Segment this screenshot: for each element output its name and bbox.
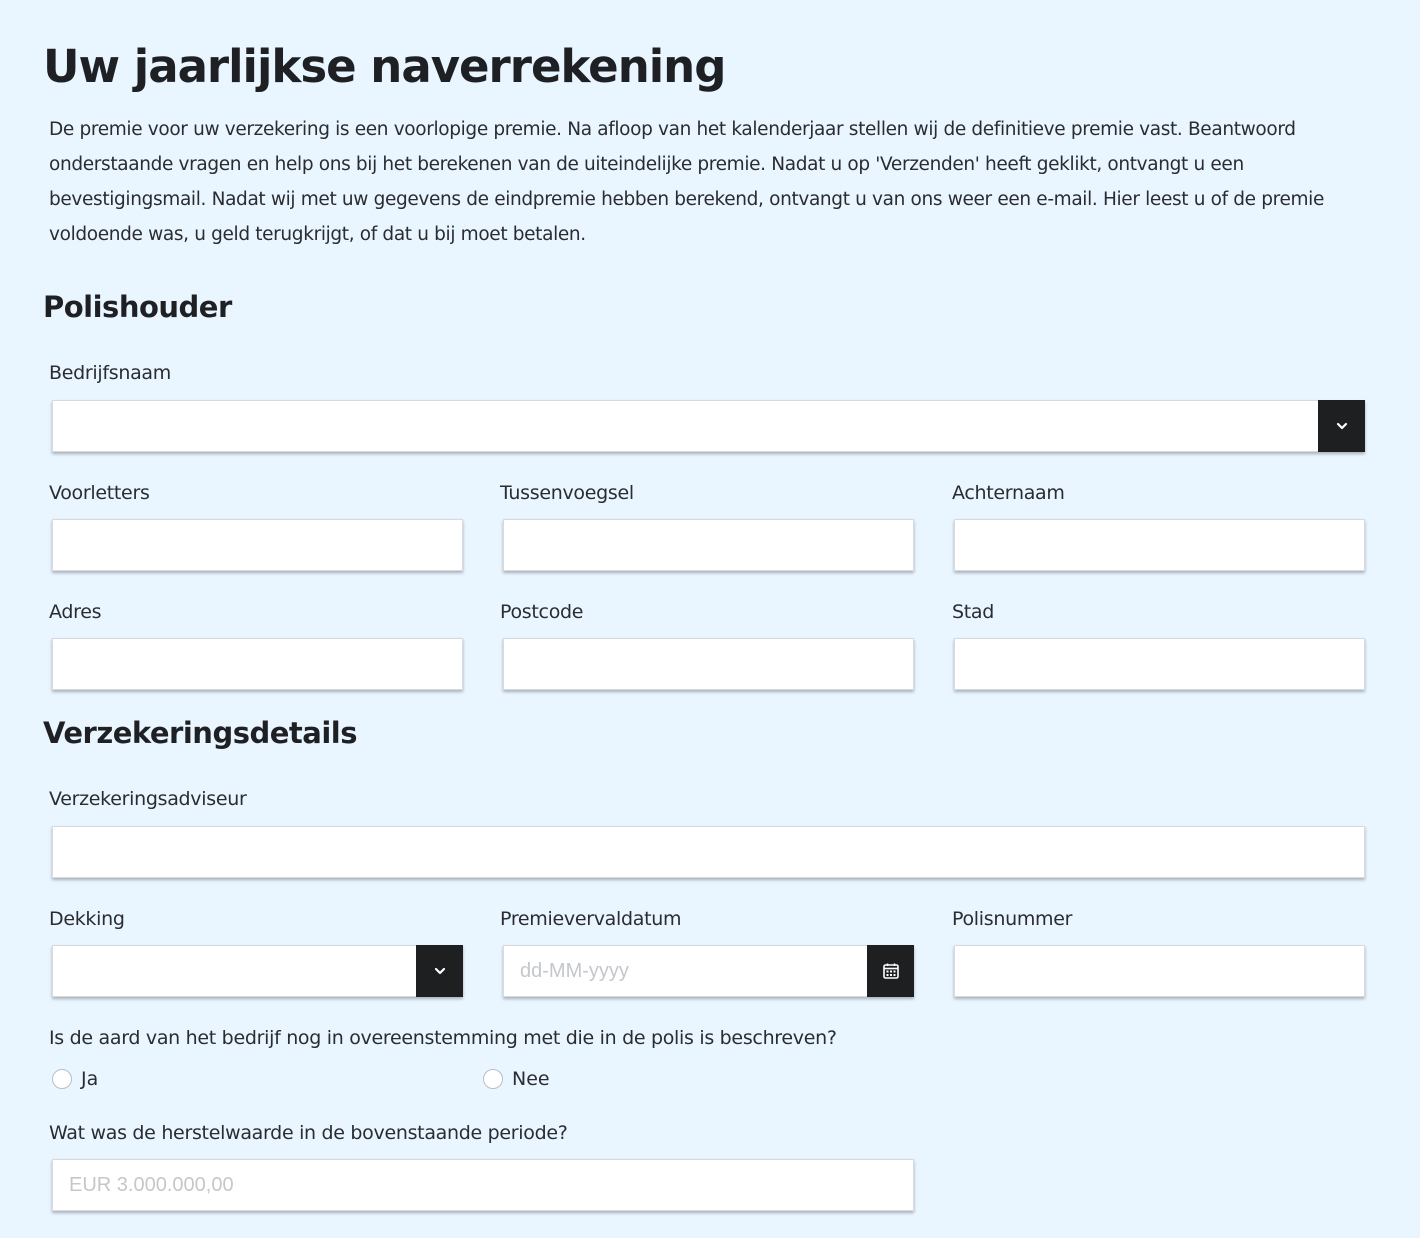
premievervaldatum-input[interactable]	[504, 946, 913, 996]
dekking-select[interactable]	[52, 945, 463, 997]
label-adres: Adres	[49, 601, 102, 623]
label-aard-vraag: Is de aard van het bedrijf nog in overeenstemming met die in de polis is beschreven?	[49, 1027, 837, 1049]
label-bedrijfsnaam: Bedrijfsnaam	[49, 362, 171, 384]
intro-text: De premie voor uw verzekering is een voorlopige premie. Na afloop van het kalenderjaar stellen wij de definitieve premie vast. Beantwoord onderstaande vragen en help ons bij het berekenen van de uiteindelijke premie. Nadat u op 'Verzenden' heeft geklikt, ontvangt u een bevestigingsmail. Nadat wij met uw gegevens de eindpremie hebben berekend, ontvangt u van ons weer een e-mail. Hier leest u of de premie voldoende was, u geld terugkrijgt, of dat u bij moet betalen.	[49, 119, 1324, 245]
label-polisnummer: Polisnummer	[952, 908, 1073, 930]
achternaam-input[interactable]	[955, 520, 1364, 570]
stad-field[interactable]	[954, 638, 1365, 690]
chevron-down-icon	[433, 964, 447, 978]
radio-button-ja[interactable]	[52, 1069, 72, 1089]
verzekeringsadviseur-field[interactable]	[52, 826, 1365, 878]
verzekeringsadviseur-input[interactable]	[53, 827, 1364, 877]
polisnummer-field[interactable]	[954, 945, 1365, 997]
polisnummer-input[interactable]	[955, 946, 1364, 996]
radio-label-ja: Ja	[81, 1068, 99, 1090]
dekking-dropdown-button[interactable]	[416, 945, 463, 997]
radio-option-ja[interactable]	[52, 1068, 98, 1090]
radio-button-nee[interactable]	[483, 1069, 503, 1089]
voorletters-field[interactable]	[52, 519, 463, 571]
achternaam-field[interactable]	[954, 519, 1365, 571]
chevron-down-icon	[1335, 419, 1349, 433]
calendar-icon	[882, 962, 900, 980]
adres-field[interactable]	[52, 638, 463, 690]
section-heading-verzekeringsdetails: Verzekeringsdetails	[43, 716, 357, 750]
label-dekking: Dekking	[49, 908, 125, 930]
section-heading-polishouder: Polishouder	[43, 290, 232, 324]
label-stad: Stad	[952, 601, 995, 623]
tussenvoegsel-field[interactable]	[503, 519, 914, 571]
label-herstelwaarde: Wat was de herstelwaarde in de bovenstaande periode?	[49, 1122, 568, 1144]
bedrijfsnaam-dropdown-button[interactable]	[1318, 400, 1365, 452]
adres-input[interactable]	[53, 639, 462, 689]
herstelwaarde-input[interactable]	[53, 1160, 913, 1210]
label-verzekeringsadviseur: Verzekeringsadviseur	[49, 788, 247, 810]
datepicker-button[interactable]	[867, 945, 914, 997]
label-achternaam: Achternaam	[952, 482, 1065, 504]
dekking-input[interactable]	[53, 946, 462, 996]
premievervaldatum-field[interactable]	[503, 945, 914, 997]
bedrijfsnaam-select[interactable]	[52, 400, 1365, 452]
postcode-input[interactable]	[504, 639, 913, 689]
page-title: Uw jaarlijkse naverrekening	[43, 40, 726, 93]
radio-label-nee: Nee	[512, 1068, 550, 1090]
label-tussenvoegsel: Tussenvoegsel	[500, 482, 634, 504]
radio-option-nee[interactable]	[483, 1068, 550, 1090]
postcode-field[interactable]	[503, 638, 914, 690]
bedrijfsnaam-input[interactable]	[53, 401, 1364, 451]
label-premievervaldatum: Premievervaldatum	[500, 908, 682, 930]
label-voorletters: Voorletters	[49, 482, 150, 504]
label-postcode: Postcode	[500, 601, 584, 623]
tussenvoegsel-input[interactable]	[504, 520, 913, 570]
herstelwaarde-field[interactable]	[52, 1159, 914, 1211]
stad-input[interactable]	[955, 639, 1364, 689]
voorletters-input[interactable]	[53, 520, 462, 570]
